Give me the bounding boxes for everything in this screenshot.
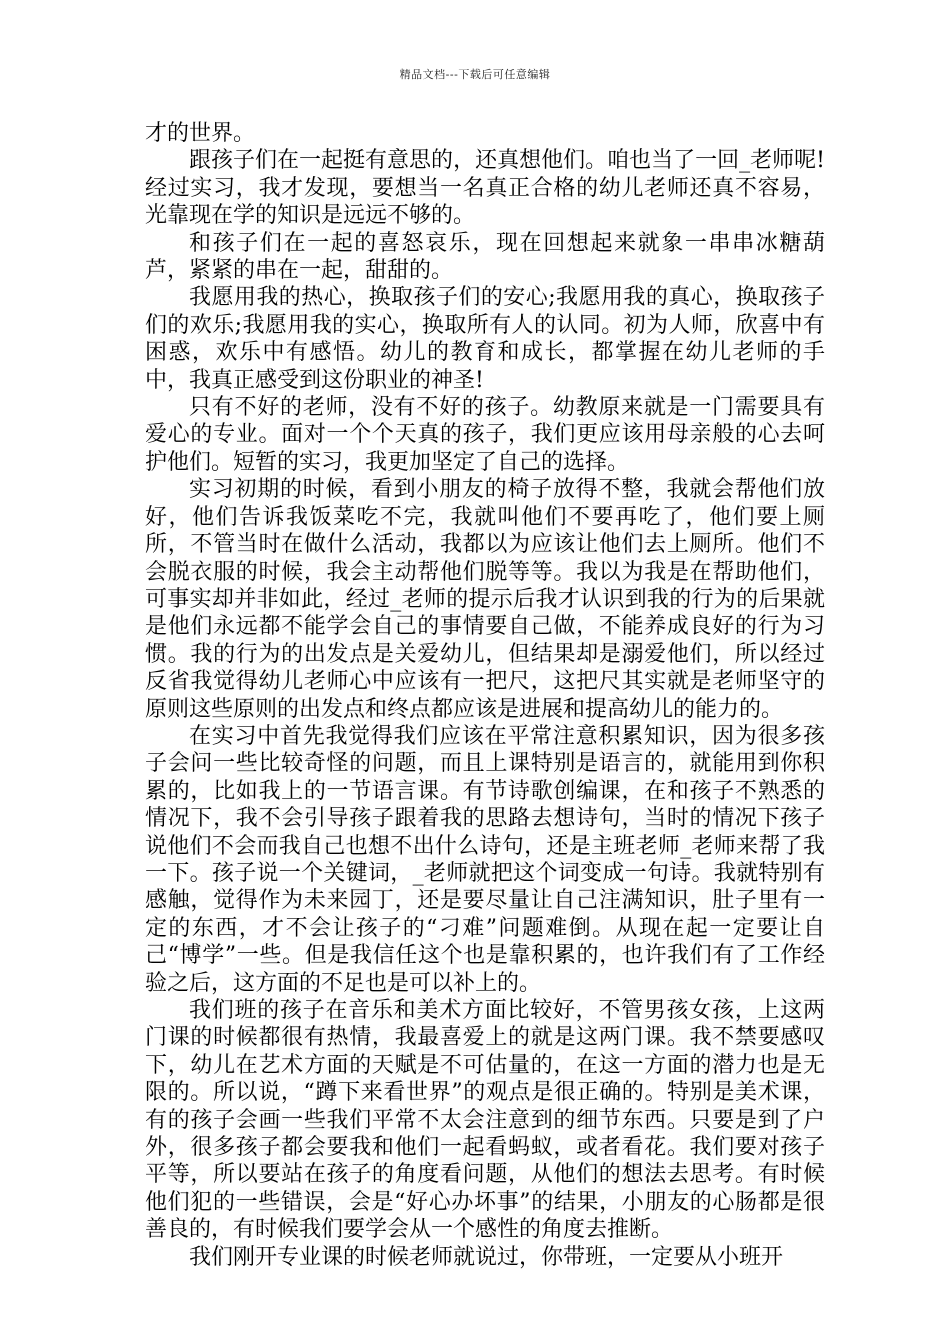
document-body — [145, 120, 825, 1271]
page-header: 精品文档---下载后可任意编辑 — [399, 68, 551, 81]
paragraph: 我愿用我的热心，换取孩子们的安心;我愿用我的真心，换取孩子们的欢乐;我愿用我的实心，换取所有人的认同。初为人师，欣喜中有困惑，欢乐中有感悟。幼儿的教育和成长，都掌握在幼儿老师的手中，我真正感受到这份职业的神圣! — [145, 285, 825, 393]
paragraph: 和孩子们在一起的喜怒哀乐，现在回想起来就象一串串冰糖葫芦，紧紧的串在一起，甜甜的。 — [145, 230, 825, 284]
paragraph-continued: 才的世界。 — [145, 121, 256, 146]
paragraph: 只有不好的老师，没有不好的孩子。幼教原来就是一门需要具有爱心的专业。面对一个个天真的孩子，我们更应该用母亲般的心去呵护他们。短暂的实习，我更加坚定了自己的选择。 — [145, 395, 825, 475]
paragraph: 我们刚开专业课的时候老师就说过，你带班，一定要从小班开 — [189, 1244, 784, 1270]
paragraph: 我们班的孩子在音乐和美术方面比较好，不管男孩女孩，上这两门课的时候都很有热情，我最喜爱上的就是这两门课。我不禁要感叹下，幼儿在艺术方面的天赋是不可估量的，在这一方面的潜力也是无限的。所以说，“蹲下来看世界”的观点是很正确的。特别是美术课，有的孩子会画一些我们平常不太会注意到的细节东西。只要是到了户外，很多孩子都会要我和他们一起看蚂蚁，或者看花。我们要对孩子平等，所以要站在孩子的角度看问题，从他们的想法去思考。有时候他们犯的一些错误，会是“好心办坏事”的结果，小朋友的心肠都是很善良的，有时候我们要学会从一个感性的角度去推断。 — [145, 998, 825, 1243]
paragraph: 跟孩子们在一起挺有意思的，还真想他们。咱也当了一回_老师呢!经过实习，我才发现，要想当一名真正合格的幼儿老师还真不容易，光靠现在学的知识是远远不够的。 — [145, 148, 825, 229]
paragraph: 实习初期的时候，看到小朋友的椅子放得不整，我就会帮他们放好，他们告诉我饭菜吃不完，我就叫他们不要再吃了，他们要上厕所，不管当时在做什么活动，我都以为应该让他们去上厕所。他们不会脱衣服的时候，我会主动帮他们脱等等。我以为我是在帮助他们，可事实却并非如此，经过_老师的提示后我才认识到我的行为的后果就是他们永远都不能学会自己的事情要自己做，不能养成良好的行为习惯。我的行为的出发点是关爱幼儿，但结果却是溺爱他们，所以经过反省我觉得幼儿老师心中应该有一把尺，这把尺其实就是老师坚守的原则这些原则的出发点和终点都应该是进展和提高幼儿的能力的。 — [145, 477, 825, 722]
paragraph: 在实习中首先我觉得我们应该在平常注意积累知识，因为很多孩子会问一些比较奇怪的问题，而且上课特别是语言的，就能用到你积累的，比如我上的一节语言课。有节诗歌创编课，在和孩子不熟悉的情况下，我不会引导孩子跟着我的思路去想诗句，当时的情况下孩子说他们不会而我自己也想不出什么诗句，还是主班老师_老师来帮了我一下。孩子说一个关键词，_老师就把这个词变成一句诗。我就特别有感触，觉得作为未来园丁，还是要尽量让自己注满知识，肚子里有一定的东西，才不会让孩子的“刁难”问题难倒。从现在起一定要让自己“博学”一些。但是我信任这个也是靠积累的，也许我们有了工作经验之后，这方面的不足也是可以补上的。 — [145, 723, 825, 996]
